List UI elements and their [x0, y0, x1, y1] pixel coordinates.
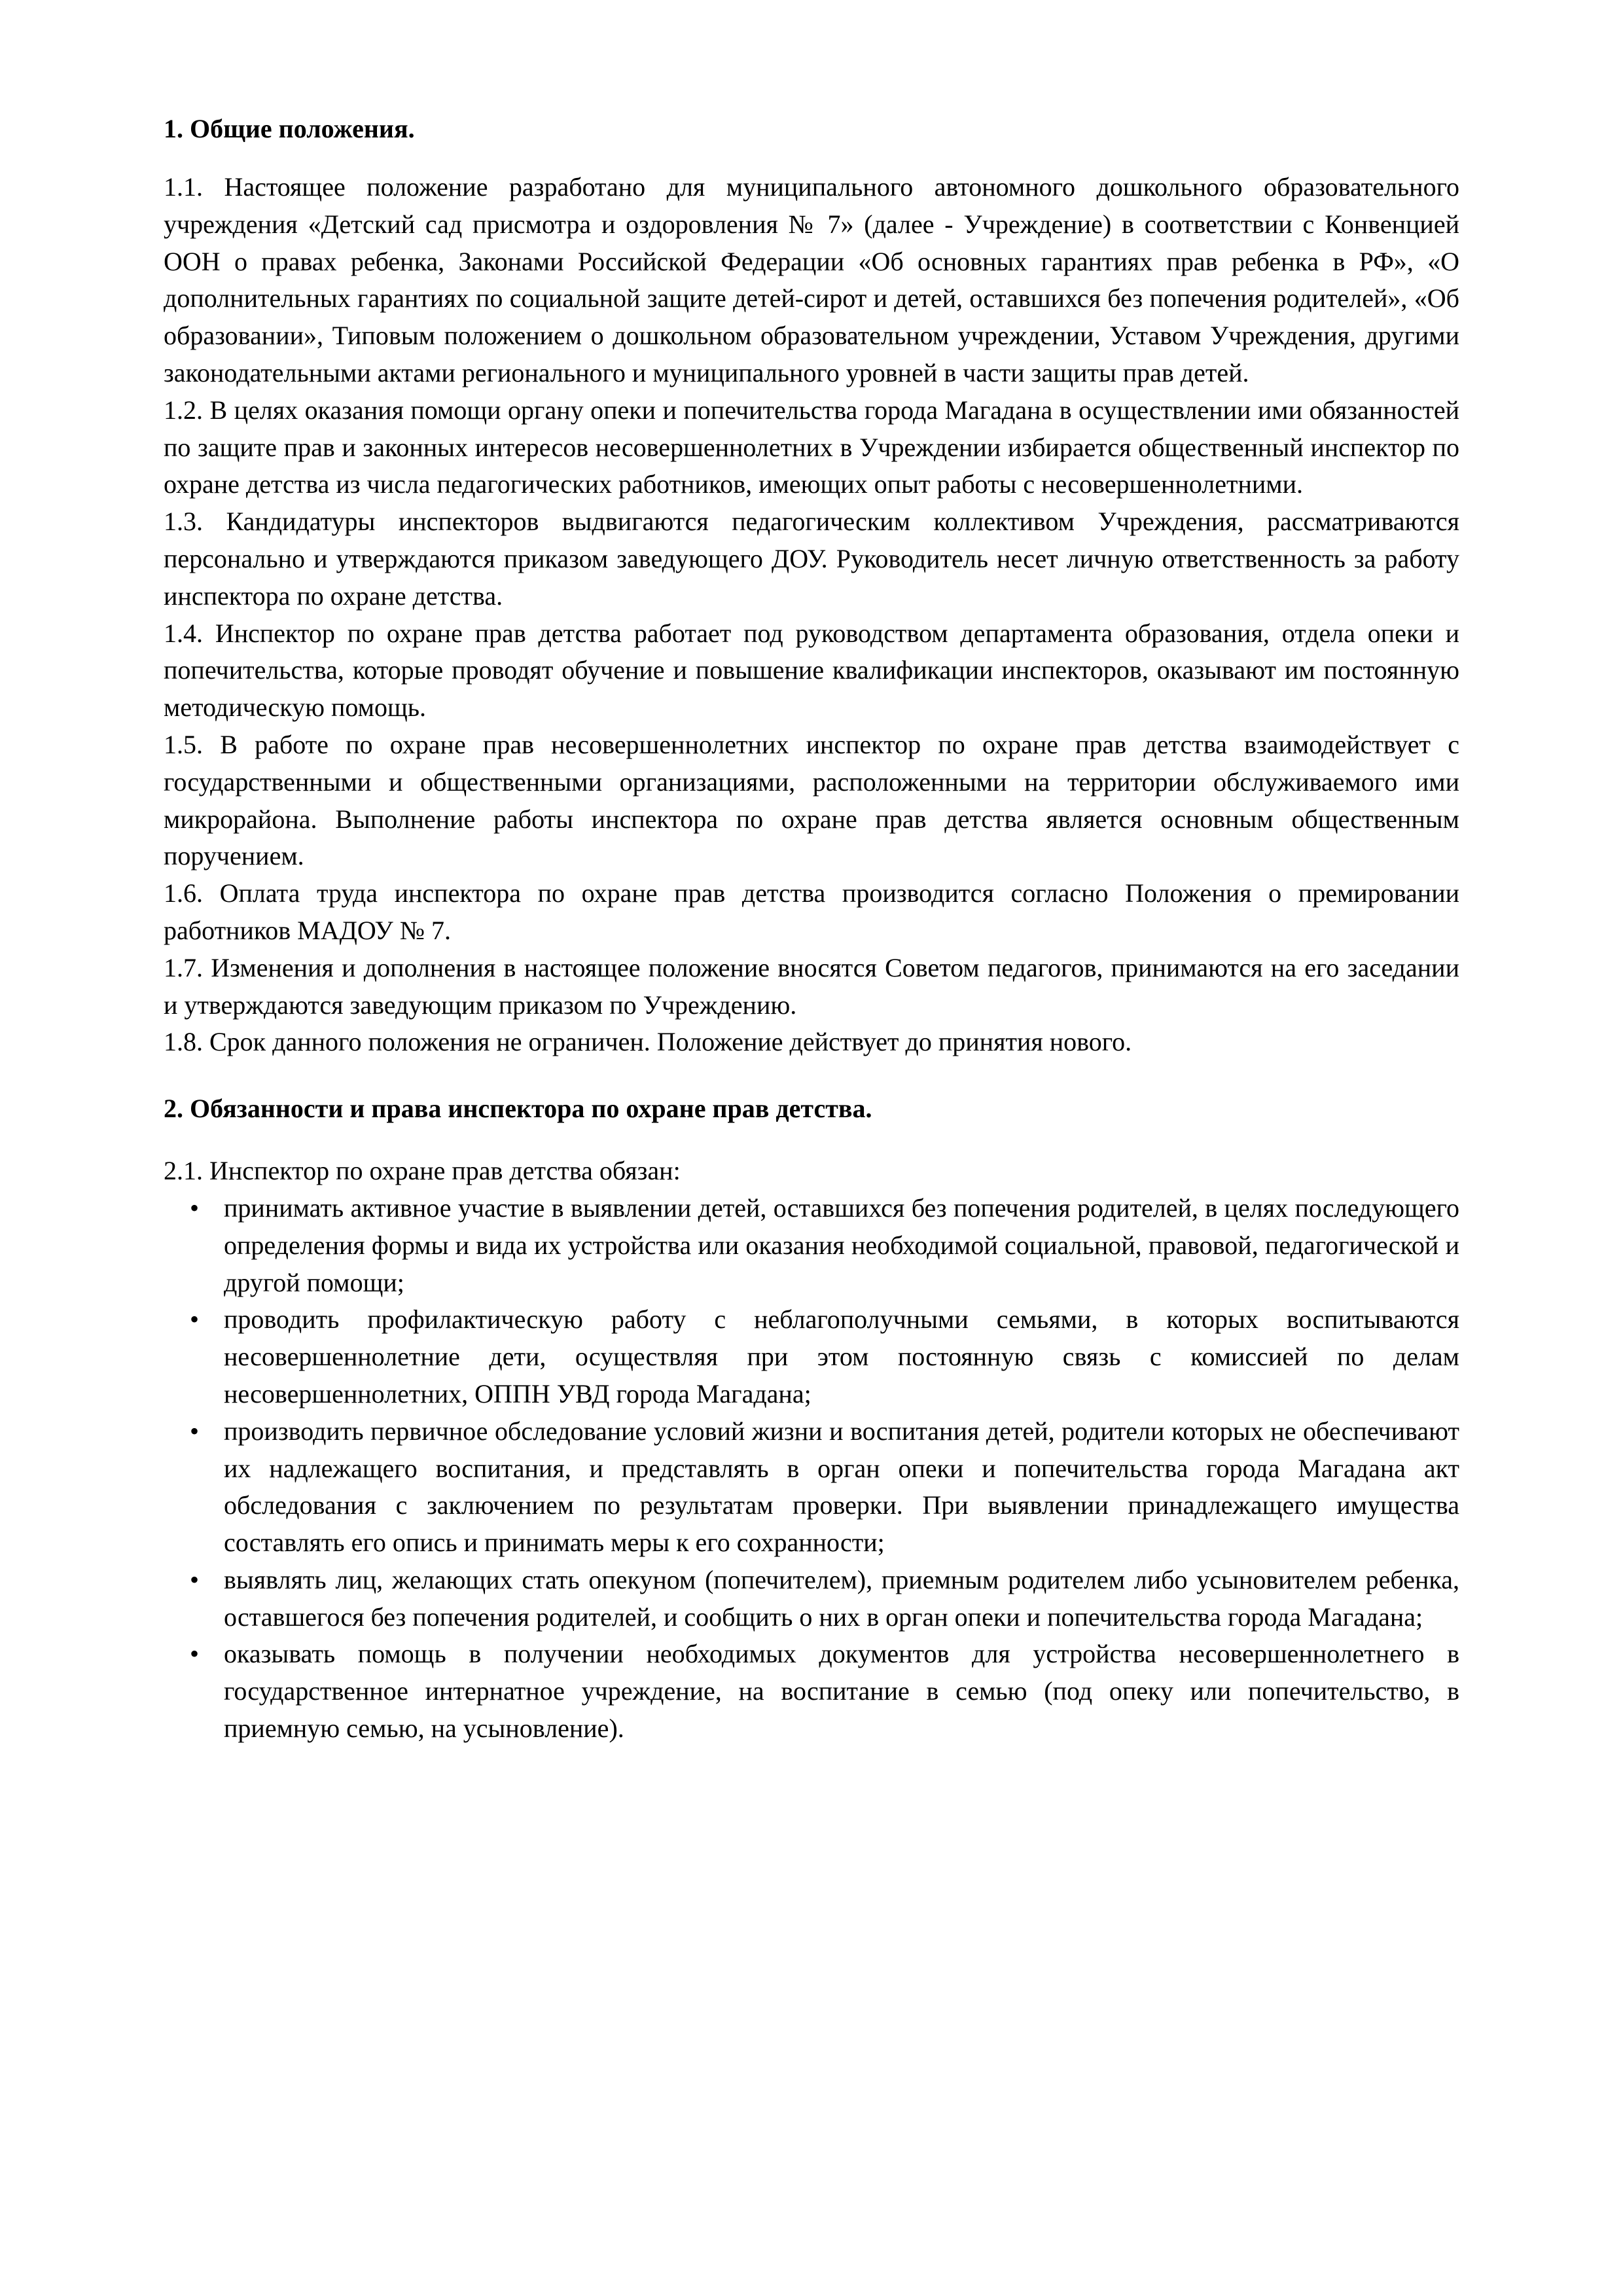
list-item-text: проводить профилактическую работу с неблагополучными семьями, в которых воспитываются несовершеннолетние дети, осуществляя при этом постоянную связь с комиссией по делам несовершеннолетних, ОППН УВД города Магадана;: [224, 1304, 1459, 1408]
list-item: [164, 1562, 1459, 1636]
paragraph-1-8: 1.8. Срок данного положения не ограничен. Положение действует до принятия нового.: [164, 1027, 1132, 1057]
paragraph-1-3: 1.3. Кандидатуры инспекторов выдвигаются педагогическим коллективом Учреждения, рассматриваются персонально и утверждаются приказом заведующего ДОУ. Руководитель несет личную ответственность за работу инспектора по охране детства.: [164, 507, 1459, 611]
list-item: [164, 1301, 1459, 1412]
section-2-heading: 2. Обязанности и права инспектора по охране прав детства.: [164, 1094, 872, 1124]
list-item-text: оказывать помощь в получении необходимых документов для устройства несовершеннолетнего в государственное интернатное учреждение, на воспитание в семью (под опеку или попечительство, в приемную семью, на усыновление).: [224, 1639, 1459, 1744]
bullet-icon: •: [190, 1304, 200, 1335]
paragraph-1-7: 1.7. Изменения и дополнения в настоящее положение вносятся Советом педагогов, принимаются на его заседании и утверждаются заведующим приказом по Учреждению.: [164, 952, 1459, 1020]
list-item-text: производить первичное обследование условий жизни и воспитания детей, родители которых не обеспечивают их надлежащего воспитания, и представлять в орган опеки и попечительства города Магадана акт обследования с заключением по результатам проверки. При выявлении принадлежащего имущества составлять его опись и принимать меры к его сохранности;: [224, 1416, 1459, 1558]
list-item-text: принимать активное участие в выявлении детей, оставшихся без попечения родителей, в целях последующего определения формы и вида их устройства или оказания необходимой социальной, правовой, педагогической и другой помощи;: [224, 1193, 1459, 1297]
list-item: [164, 1636, 1459, 1747]
list-item: [164, 1413, 1459, 1562]
bullet-icon: •: [190, 1639, 200, 1669]
list-item: [164, 1190, 1459, 1301]
paragraph-1-2: 1.2. В целях оказания помощи органу опеки и попечительства города Магадана в осуществлении ими обязанностей по защите прав и законных интересов несовершеннолетних в Учреждении избирается общественный инспектор по охране детства из числа педагогических работников, имеющих опыт работы с несовершеннолетними.: [164, 395, 1459, 499]
bullet-icon: •: [190, 1416, 200, 1446]
document-body: [164, 111, 1459, 1748]
paragraph-1-4: 1.4. Инспектор по охране прав детства работает под руководством департамента образования, отдела опеки и попечительства, которые проводят обучение и повышение квалификации инспекторов, оказывают им постоянную методическую помощь.: [164, 618, 1459, 723]
paragraph-1-1: 1.1. Настоящее положение разработано для муниципального автономного дошкольного образовательного учреждения «Детский сад присмотра и оздоровления № 7» (далее - Учреждение) в соответствии с Конвенцией ООН о правах ребенка, Законами Российской Федерации «Об основных гарантиях прав ребенка в РФ», «О дополнительных гарантиях по социальной защите детей-сирот и детей, оставшихся без попечения родителей», «Об образовании», Типовым положением о дошкольном образовательном учреждении, Уставом Учреждения, другими законодательными актами регионального и муниципального уровней в части защиты прав детей.: [164, 172, 1459, 387]
bullet-icon: •: [190, 1193, 200, 1223]
paragraph-2-1-lead: 2.1. Инспектор по охране прав детства обязан:: [164, 1156, 681, 1186]
paragraph-1-6: 1.6. Оплата труда инспектора по охране прав детства производится согласно Положения о премировании работников МАДОУ № 7.: [164, 878, 1459, 945]
bullet-icon: •: [190, 1564, 200, 1594]
list-item-text: выявлять лиц, желающих стать опекуном (попечителем), приемным родителем либо усыновителем ребенка, оставшегося без попечения родителей, и сообщить о них в орган опеки и попечительства города Магадана;: [224, 1564, 1459, 1632]
paragraph-1-5: 1.5. В работе по охране прав несовершеннолетних инспектор по охране прав детства взаимодействует с государственными и общественными организациями, расположенными на территории обслуживаемого ими микрорайона. Выполнение работы инспектора по охране прав детства является основным общественным поручением.: [164, 729, 1459, 871]
duties-list: [164, 1190, 1459, 1748]
section-1-heading: 1. Общие положения.: [164, 114, 415, 143]
